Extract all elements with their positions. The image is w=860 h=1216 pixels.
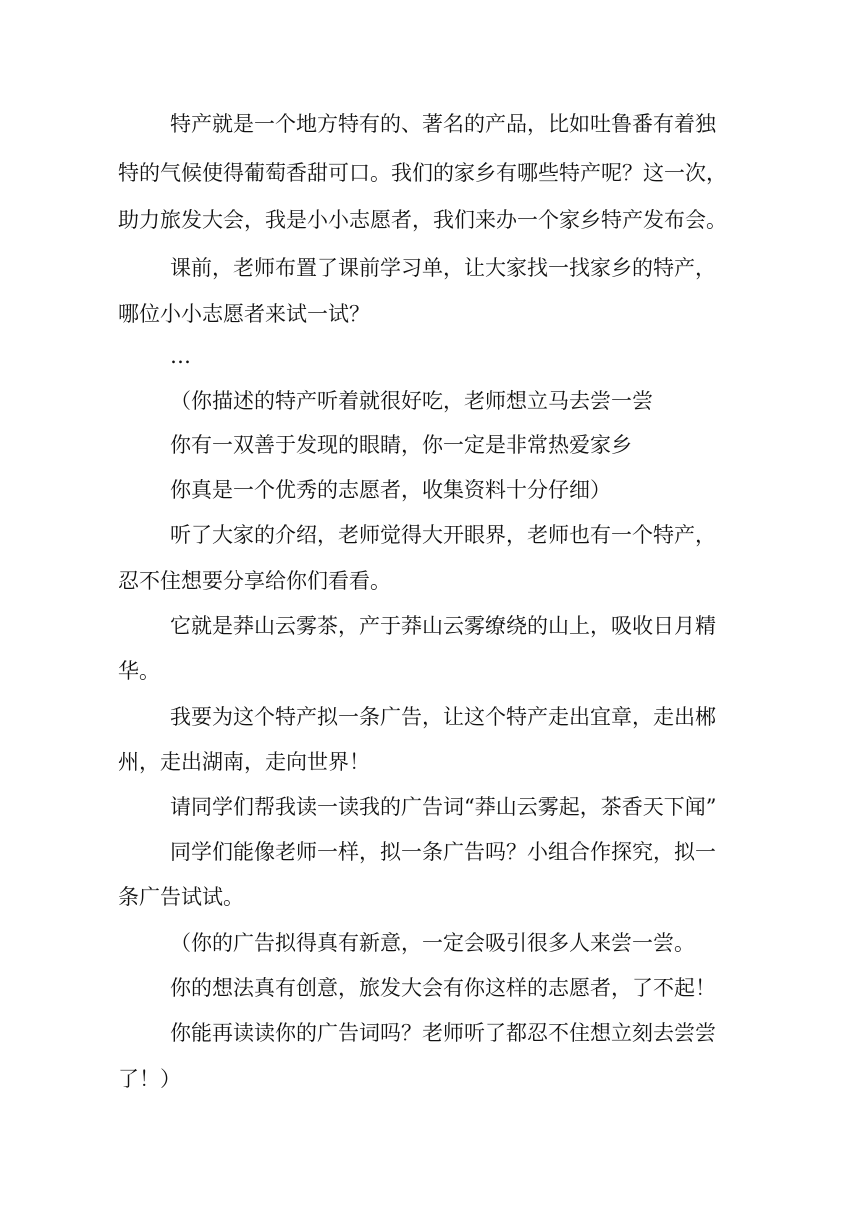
paragraph-line: 它就是莽山云雾茶，产于莽山云雾缭绕的山上，吸收日月精 xyxy=(170,614,716,638)
paragraph-line: 了！） xyxy=(118,1067,181,1091)
paragraph-line: （你描述的特产听着就很好吃，老师想立马去尝一尝 xyxy=(170,389,653,413)
paragraph-line: 我要为这个特产拟一条广告，让这个特产走出宜章，走出郴 xyxy=(170,705,716,729)
paragraph-line: 你有一双善于发现的眼睛，你一定是非常热爱家乡 xyxy=(170,433,632,457)
paragraph-line: （你的广告拟得真有新意，一定会吸引很多人来尝一尝。 xyxy=(170,931,695,955)
paragraph-line: 你真是一个优秀的志愿者，收集资料十分仔细） xyxy=(170,478,611,502)
paragraph-line: 忍不住想要分享给你们看看。 xyxy=(118,569,391,593)
paragraph-line: 华。 xyxy=(118,659,160,683)
ellipsis-line: … xyxy=(170,344,191,368)
paragraph-line: 你能再读读你的广告词吗？老师听了都忍不住想立刻去尝尝 xyxy=(170,1021,716,1045)
paragraph-line: 听了大家的介绍，老师觉得大开眼界，老师也有一个特产， xyxy=(170,523,716,547)
paragraph-line: 助力旅发大会，我是小小志愿者，我们来办一个家乡特产发布会。 xyxy=(118,208,727,232)
paragraph-line: 你的想法真有创意，旅发大会有你这样的志愿者，了不起！ xyxy=(170,976,716,1000)
paragraph-line: 课前，老师布置了课前学习单，让大家找一找家乡的特产， xyxy=(170,256,716,280)
paragraph-line: 特产就是一个地方特有的、著名的产品，比如吐鲁番有着独 xyxy=(170,112,716,136)
paragraph-line: 请同学们帮我读一读我的广告词“莽山云雾起，茶香天下闻” xyxy=(170,795,717,819)
paragraph-line: 条广告试试。 xyxy=(118,885,244,909)
paragraph-line: 同学们能像老师一样，拟一条广告吗？小组合作探究，拟一 xyxy=(170,840,716,864)
paragraph-line: 哪位小小志愿者来试一试？ xyxy=(118,302,370,326)
paragraph-line: 特的气候使得葡萄香甜可口。我们的家乡有哪些特产呢？这一次， xyxy=(118,161,727,185)
paragraph-line: 州，走出湖南，走向世界！ xyxy=(118,750,370,774)
